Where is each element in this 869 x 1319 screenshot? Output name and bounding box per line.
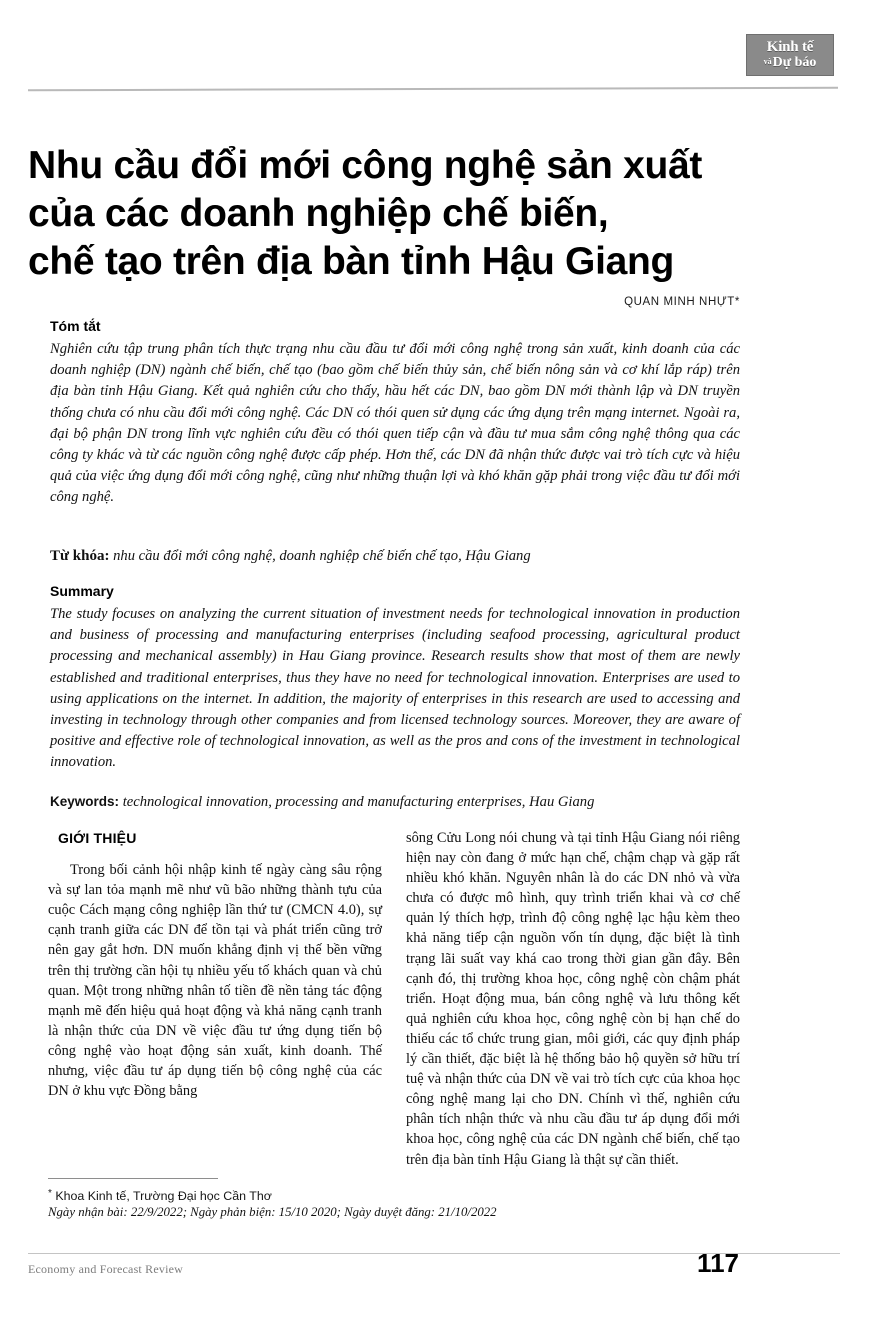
footnote-dates: Ngày nhận bài: 22/9/2022; Ngày phản biện: 15/10 2020; Ngày duyệt đăng: 21/10/2022 (48, 1205, 497, 1219)
keywords-vietnamese-value: nhu cầu đổi mới công nghệ, doanh nghiệp chế biến chế tạo, Hậu Giang (113, 548, 531, 564)
header-divider (28, 87, 838, 92)
abstract-vietnamese (50, 318, 740, 509)
title-line-1: Nhu cầu đổi mới công nghệ sản xuất (28, 144, 703, 188)
footer-page-number: 117 (697, 1248, 739, 1278)
abstract-english-heading: Summary (50, 583, 114, 599)
keywords-vietnamese-line (50, 546, 740, 567)
keywords-english (50, 791, 740, 813)
section-heading-introduction: GIỚI THIỆU (58, 830, 137, 846)
footnote-divider (48, 1178, 218, 1179)
keywords-english-label: Keywords: (50, 794, 120, 809)
body-paragraph-right: sông Cửu Long nói chung và tại tỉnh Hậu Giang nói riêng hiện nay còn đang ở mức hạn chế, chậm chạp và gặp rất nhiều khó khăn. Nguyên nhân là do các DN nhỏ và vừa chưa có được mô hình, quy trình triển khai và cơ chế quản lý thích hợp, trình độ công nghệ lạc hậu kèm theo khả năng tiếp cận nguồn vốn tín dụng, đặc biệt là tình trạng lãi suất vay khá cao trong thời gian gần đây. Bên cạnh đó, thị trường khoa học, công nghệ còn chậm phát triển. Hoạt động mua, bán công nghệ và lưu thông kết quả nghiên cứu khoa học, công nghệ còn bị hạn chế do thiếu các tổ chức trung gian, môi giới, các quy định pháp lý cần thiết, đặc biệt là hệ thống bảo hộ quyền sở hữu trí tuệ và nhận thức của DN về vai trò tích cực của khoa học công nghệ mang lại cho DN. Chính vì thế, nghiên cứu phân tích nhận thức và nhu cầu đầu tư áp dụng đổi mới khoa học, công nghệ của các DN ngành chế biến, chế tạo trên địa bàn tỉnh Hậu Giang là thật sự cần thiết. (406, 830, 740, 1168)
masthead-line-1: Kinh tế (766, 39, 814, 55)
masthead-line-2-main: Dự báo (772, 55, 817, 70)
masthead-line-2-small: và (763, 57, 772, 66)
abstract-english (50, 583, 740, 774)
title-line-3: chế tạo trên địa bàn tỉnh Hậu Giang (28, 240, 675, 284)
footer-journal-name: Economy and Forecast Review (28, 1262, 184, 1276)
keywords-english-value: technological innovation, processing and manufacturing enterprises, Hau Giang (122, 794, 595, 810)
page-title (28, 142, 768, 286)
body-columns (48, 828, 740, 1168)
footnote-affiliation (48, 1185, 748, 1205)
footnote-affiliation-text: Khoa Kinh tế, Trường Đại học Cần Thơ (55, 1189, 272, 1203)
abstract-vietnamese-body: Nghiên cứu tập trung phân tích thực trạng nhu cầu đầu tư đổi mới công nghệ trong sản xuất, kinh doanh của các doanh nghiệp (DN) ngành chế biến, chế tạo (bao gồm chế biến thủy sản, chế biến nông sản và cơ khí lắp ráp) trên địa bàn tỉnh Hậu Giang. Kết quả nghiên cứu cho thấy, hầu hết các DN, bao gồm DN mới thành lập và DN truyền thống chưa có nhu cầu đổi mới công nghệ. Các DN có thói quen sử dụng các ứng dụng trên mạng internet. Ngoài ra, đại bộ phận DN trong lĩnh vực nghiên cứu đều có thói quen tiếp cận và đầu tư mua sắm công nghệ thông qua các công ty khác và từ các nguồn công nghệ được cấp phép. Hơn thế, các DN đã nhận thức được vai trò tích cực và hiệu quả của việc ứng dụng đổi mới công nghệ, cũng như những thuận lợi và khó khăn gặp phải trong việc đầu tư đổi mới công nghệ. (50, 341, 740, 506)
footnote-marker: * (48, 1188, 52, 1199)
body-column-left (48, 828, 382, 1158)
journal-masthead-logo (746, 34, 834, 76)
abstract-vietnamese-heading: Tóm tắt (50, 318, 101, 334)
abstract-english-body: The study focuses on analyzing the current situation of investment needs for technological innovation in production and business of processing and manufacturing enterprises (including seafood processing, agricultural product processing and mechanical assembly) in Hau Giang province. Research results show that most of them are newly established and traditional enterprises, thus they have no need for technological innovation. Enterprises are used to using applications on the internet. In addition, the majority of enterprises in this research are used to accessing and investing in technology through other companies and from licensed technology sources. Moreover, they are aware of positive and effective role of technological innovation, as well as the pros and cons of the investment in technological innovation. (50, 606, 740, 771)
body-column-right (406, 828, 740, 1168)
keywords-vietnamese-label: Từ khóa: (50, 548, 110, 564)
body-paragraph-left: Trong bối cảnh hội nhập kinh tế ngày càng sâu rộng và sự lan tỏa mạnh mẽ như vũ bão những thành tựu của cuộc Cách mạng công nghiệp lần thứ tư (CMCN 4.0), sự cạnh tranh giữa các DN để tồn tại và phát triển cũng trở nên gay gắt hơn. DN muốn khẳng định vị thế bền vững trên thị trường cần hội tụ nhiều yếu tố khách quan và chủ quan. Một trong những nhân tố tiền đề nền tảng tác động mạnh mẽ đến hiệu quả hoạt động và khả năng cạnh tranh là nhận thức của DN về việc đầu tư ứng dụng tiến bộ công nghệ vào hoạt động sản xuất, kinh doanh. Thế nhưng, việc đầu tư áp dụng tiến bộ công nghệ của các DN ở khu vực Đồng bằng (48, 862, 382, 1100)
keywords-vietnamese (50, 546, 740, 567)
keywords-english-line (50, 791, 740, 813)
title-line-2: của các doanh nghiệp chế biến, (28, 192, 609, 236)
author-byline: QUAN MINH NHỰT* (624, 296, 740, 308)
masthead-line-2 (764, 56, 817, 70)
